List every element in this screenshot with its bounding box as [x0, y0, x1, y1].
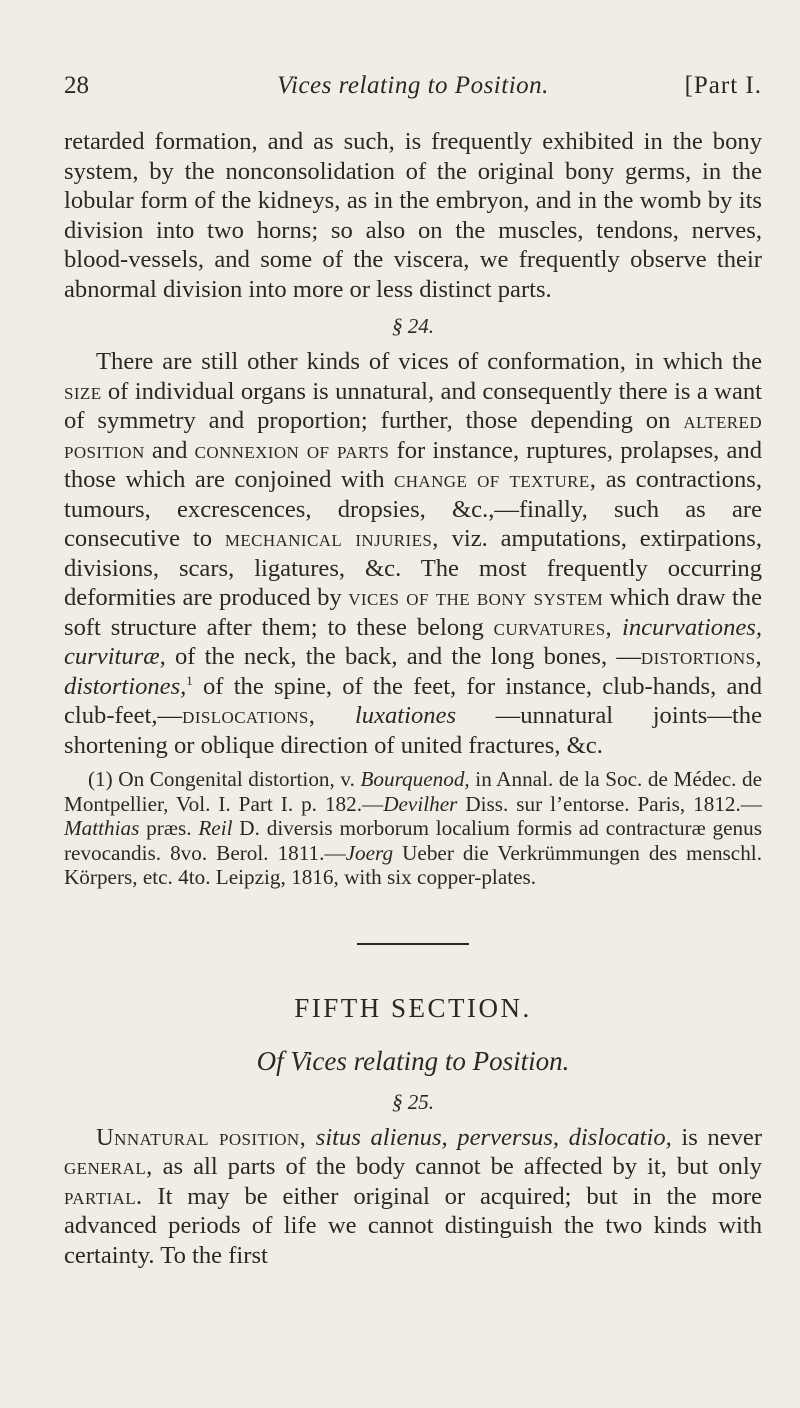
running-title: Vices relating to Position. [277, 72, 549, 99]
footnote-marker: 1 [186, 672, 193, 688]
section-24-paragraph: There are still other kinds of vices of conformation, in which the size of individual organs is unnatural, and consequently there is a want of symmetry and proportion; further, those depending on altered position and connexion of parts for instance, ruptures, prolapses, and those which are conjoined with change of texture, as contractions, tumours, excrescences, dropsies, &c.,—finally, such as are consecutive to mechanical injuries, viz. amputations, extirpations, divisions, scars, ligatures, &c. The most frequently occurring deformities are produced by vices of the bony system which draw the soft structure after them; to these belong curvatures, incurvationes, curvituræ, of the neck, the back, and the long bones, —distortions, distortiones,$^1$ of the spine, of the feet, for instance, club-hands, and club-feet,—dislocations, luxationes —unnatural joints—the shortening or oblique direction of united fractures, &c. [64, 348, 763, 759]
footnote: (1) On Congenital distortion, v. Bourquenod, in Annal. de la Soc. de Médec. de Montpellier, Vol. I. Part I. p. 182.—Devilher Diss. sur l’entorse. Paris, 1812.— Matthias præs. Reil D. diversis morborum localium formis ad contracturæ genus revocandis. 8vo. Berol. 1811.—Joerg Ueber die Verkrümmungen des menschl. Körpers, etc. 4to. Leipzig, 1816, with six copper-plates. [64, 767, 762, 889]
section-number-25: § 25. [392, 1089, 434, 1114]
section-25-paragraph: Unnatural position, situs alienus, perversus, dislocatio, is never general, as all parts of the body cannot be affected by it, but only partial. It may be either original or acquired; but in the more advanced periods of life we cannot distinguish the two kinds with certainty. To the first [64, 1123, 763, 1269]
page-number: 28 [64, 72, 89, 99]
opening-paragraph: retarded formation, and as such, is frequently exhibited in the bony system, by the nonconsolidation of the original bony germs, in the lobular form of the kidneys, as in the embryon, and in the womb by its division into two horns; so also on the muscles, tendons, nerves, blood-vessels, and some of the viscera, we frequently observe their abnormal division into more or less distinct parts. [64, 128, 762, 303]
part-label: [Part I. [684, 72, 762, 99]
section-number-24: § 24. [392, 314, 434, 338]
running-head [64, 72, 762, 106]
section-divider [357, 943, 469, 945]
body-text [64, 127, 762, 1270]
section-title: FIFTH SECTION. [294, 992, 532, 1023]
section-subtitle: Of Vices relating to Position. [256, 1045, 570, 1076]
